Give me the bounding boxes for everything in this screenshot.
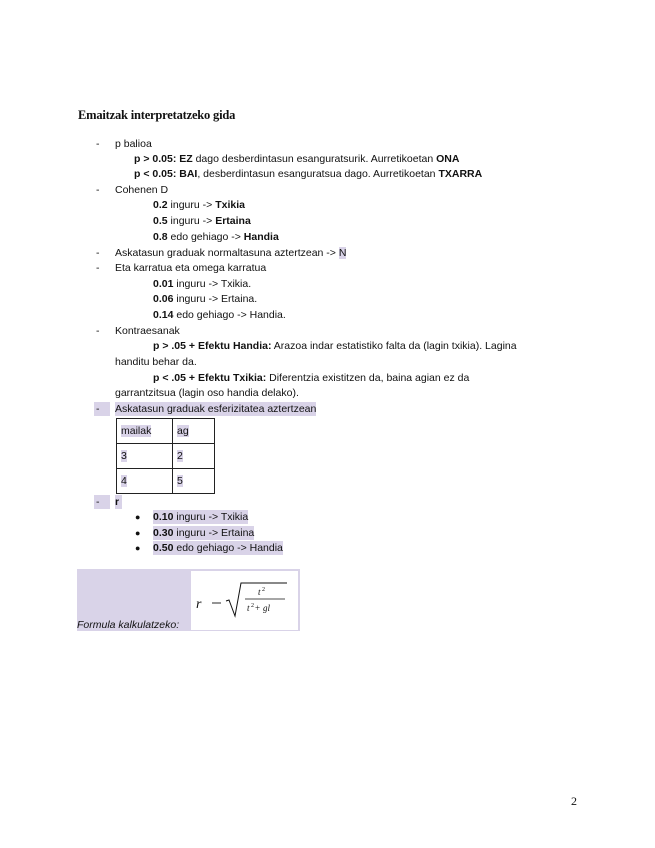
contra-b-bold: p < .05 + Efektu Txikia: bbox=[153, 372, 267, 384]
sphericity-table bbox=[116, 418, 215, 494]
svg-text:r: r bbox=[196, 597, 202, 612]
table-cell bbox=[117, 444, 173, 469]
r-text: inguru -> Txikia bbox=[173, 511, 249, 523]
r-item bbox=[153, 541, 283, 555]
table-cell bbox=[117, 469, 173, 494]
sphericity-title: Askatasun graduak esferizitatea aztertzean bbox=[115, 403, 317, 415]
eta-item bbox=[153, 292, 257, 306]
contra-b-line bbox=[153, 371, 469, 385]
table-cell bbox=[173, 469, 215, 494]
pvalue-lt-text: , desberdintasun esanguratsua dago. Aurretikoetan bbox=[197, 168, 439, 180]
contra-a-bold: p > .05 + Efektu Handia: bbox=[153, 340, 272, 352]
table-header-mailak: mailak bbox=[121, 425, 152, 437]
r-item bbox=[153, 526, 254, 540]
r-value: 0.30 bbox=[153, 527, 174, 539]
document-heading: Emaitzak interpretatzeko gida bbox=[78, 108, 236, 122]
pvalue-lt-result: TXARRA bbox=[438, 168, 483, 180]
pvalue-gt-line bbox=[134, 152, 459, 166]
r-value: 0.10 bbox=[153, 511, 174, 523]
cohen-result: Txikia bbox=[215, 199, 245, 211]
bullet-icon: ● bbox=[135, 528, 141, 538]
eta-text: edo gehiago -> Handia. bbox=[173, 309, 286, 321]
page-number: 2 bbox=[571, 794, 577, 808]
table-value: 4 bbox=[121, 475, 127, 487]
cohen-text: inguru -> bbox=[167, 199, 216, 211]
contra-a-text: Arazoa indar estatistiko falta da (lagin txikia). Lagina bbox=[271, 340, 517, 352]
pvalue-gt-result: ONA bbox=[436, 153, 460, 165]
cohen-result: Handia bbox=[243, 231, 279, 243]
contra-a-cont: handitu behar da. bbox=[115, 356, 197, 368]
cohen-value: 0.2 bbox=[153, 199, 168, 211]
contra-a-line bbox=[153, 339, 517, 353]
table-cell bbox=[173, 444, 215, 469]
pvalue-gt-text: dago desberdintasun esanguratsurik. Aurretikoetan bbox=[192, 153, 437, 165]
cohen-item bbox=[153, 198, 245, 212]
table-row bbox=[117, 469, 215, 494]
eta-value: 0.14 bbox=[153, 309, 174, 321]
list-dash: - bbox=[96, 138, 100, 150]
contra-title: Kontraesanak bbox=[115, 325, 180, 337]
list-dash: - bbox=[96, 184, 100, 196]
bullet-icon: ● bbox=[135, 512, 141, 522]
list-dash: - bbox=[96, 247, 100, 259]
list-dash: - bbox=[96, 325, 100, 337]
r-title: r bbox=[115, 495, 122, 509]
cohen-result: Ertaina bbox=[215, 215, 251, 227]
cohen-text: edo gehiago -> bbox=[167, 231, 244, 243]
table-value: 3 bbox=[121, 450, 127, 462]
pvalue-gt-prefix: p > 0.05: bbox=[134, 153, 177, 165]
table-header-ag: ag bbox=[177, 425, 189, 437]
pvalue-lt-bold: BAI bbox=[179, 168, 198, 180]
normality-line bbox=[115, 246, 346, 260]
svg-text:+: + bbox=[255, 603, 261, 613]
cohen-title: Cohenen D bbox=[115, 184, 169, 196]
r-item bbox=[153, 510, 248, 524]
formula-r-equation-icon bbox=[191, 571, 298, 630]
eta-text: inguru -> Txikia. bbox=[173, 278, 252, 290]
cohen-text: inguru -> bbox=[167, 215, 216, 227]
r-text: edo gehiago -> Handia bbox=[173, 542, 283, 554]
svg-text:2: 2 bbox=[262, 587, 265, 593]
eta-title: Eta karratua eta omega karratua bbox=[115, 262, 267, 274]
bullet-icon: ● bbox=[135, 543, 141, 553]
r-text: inguru -> Ertaina bbox=[173, 527, 255, 539]
svg-text:gl: gl bbox=[263, 603, 271, 613]
table-row bbox=[117, 444, 215, 469]
normality-value: N bbox=[338, 247, 347, 259]
svg-text:2: 2 bbox=[251, 603, 254, 609]
normality-text: Askatasun graduak normaltasuna aztertzean -> bbox=[115, 247, 339, 259]
formula-image bbox=[191, 571, 298, 630]
pvalue-lt-line bbox=[134, 167, 482, 181]
cohen-value: 0.5 bbox=[153, 215, 168, 227]
list-dash: - bbox=[94, 495, 110, 509]
eta-value: 0.01 bbox=[153, 278, 174, 290]
list-dash: - bbox=[96, 262, 100, 274]
table-value: 5 bbox=[177, 475, 183, 487]
cohen-value: 0.8 bbox=[153, 231, 168, 243]
eta-item bbox=[153, 277, 251, 291]
table-row bbox=[117, 419, 215, 444]
formula-label: Formula kalkulatzeko: bbox=[77, 619, 180, 631]
pvalue-gt-bold: EZ bbox=[179, 153, 193, 165]
contra-b-cont: garrantzitsua (lagin oso handia delako). bbox=[115, 387, 299, 399]
eta-item bbox=[153, 308, 286, 322]
cohen-item bbox=[153, 230, 279, 244]
cohen-item bbox=[153, 214, 251, 228]
pvalue-title: p balioa bbox=[115, 138, 152, 150]
contra-b-text: Diferentzia existitzen da, baina agian ez da bbox=[266, 372, 470, 384]
list-dash: - bbox=[94, 402, 110, 416]
table-cell bbox=[173, 419, 215, 444]
table-cell bbox=[117, 419, 173, 444]
r-value: 0.50 bbox=[153, 542, 174, 554]
eta-value: 0.06 bbox=[153, 293, 174, 305]
eta-text: inguru -> Ertaina. bbox=[173, 293, 258, 305]
table-value: 2 bbox=[177, 450, 183, 462]
svg-text:t: t bbox=[258, 587, 261, 597]
svg-text:t: t bbox=[247, 603, 250, 613]
pvalue-lt-prefix: p < 0.05: bbox=[134, 168, 177, 180]
